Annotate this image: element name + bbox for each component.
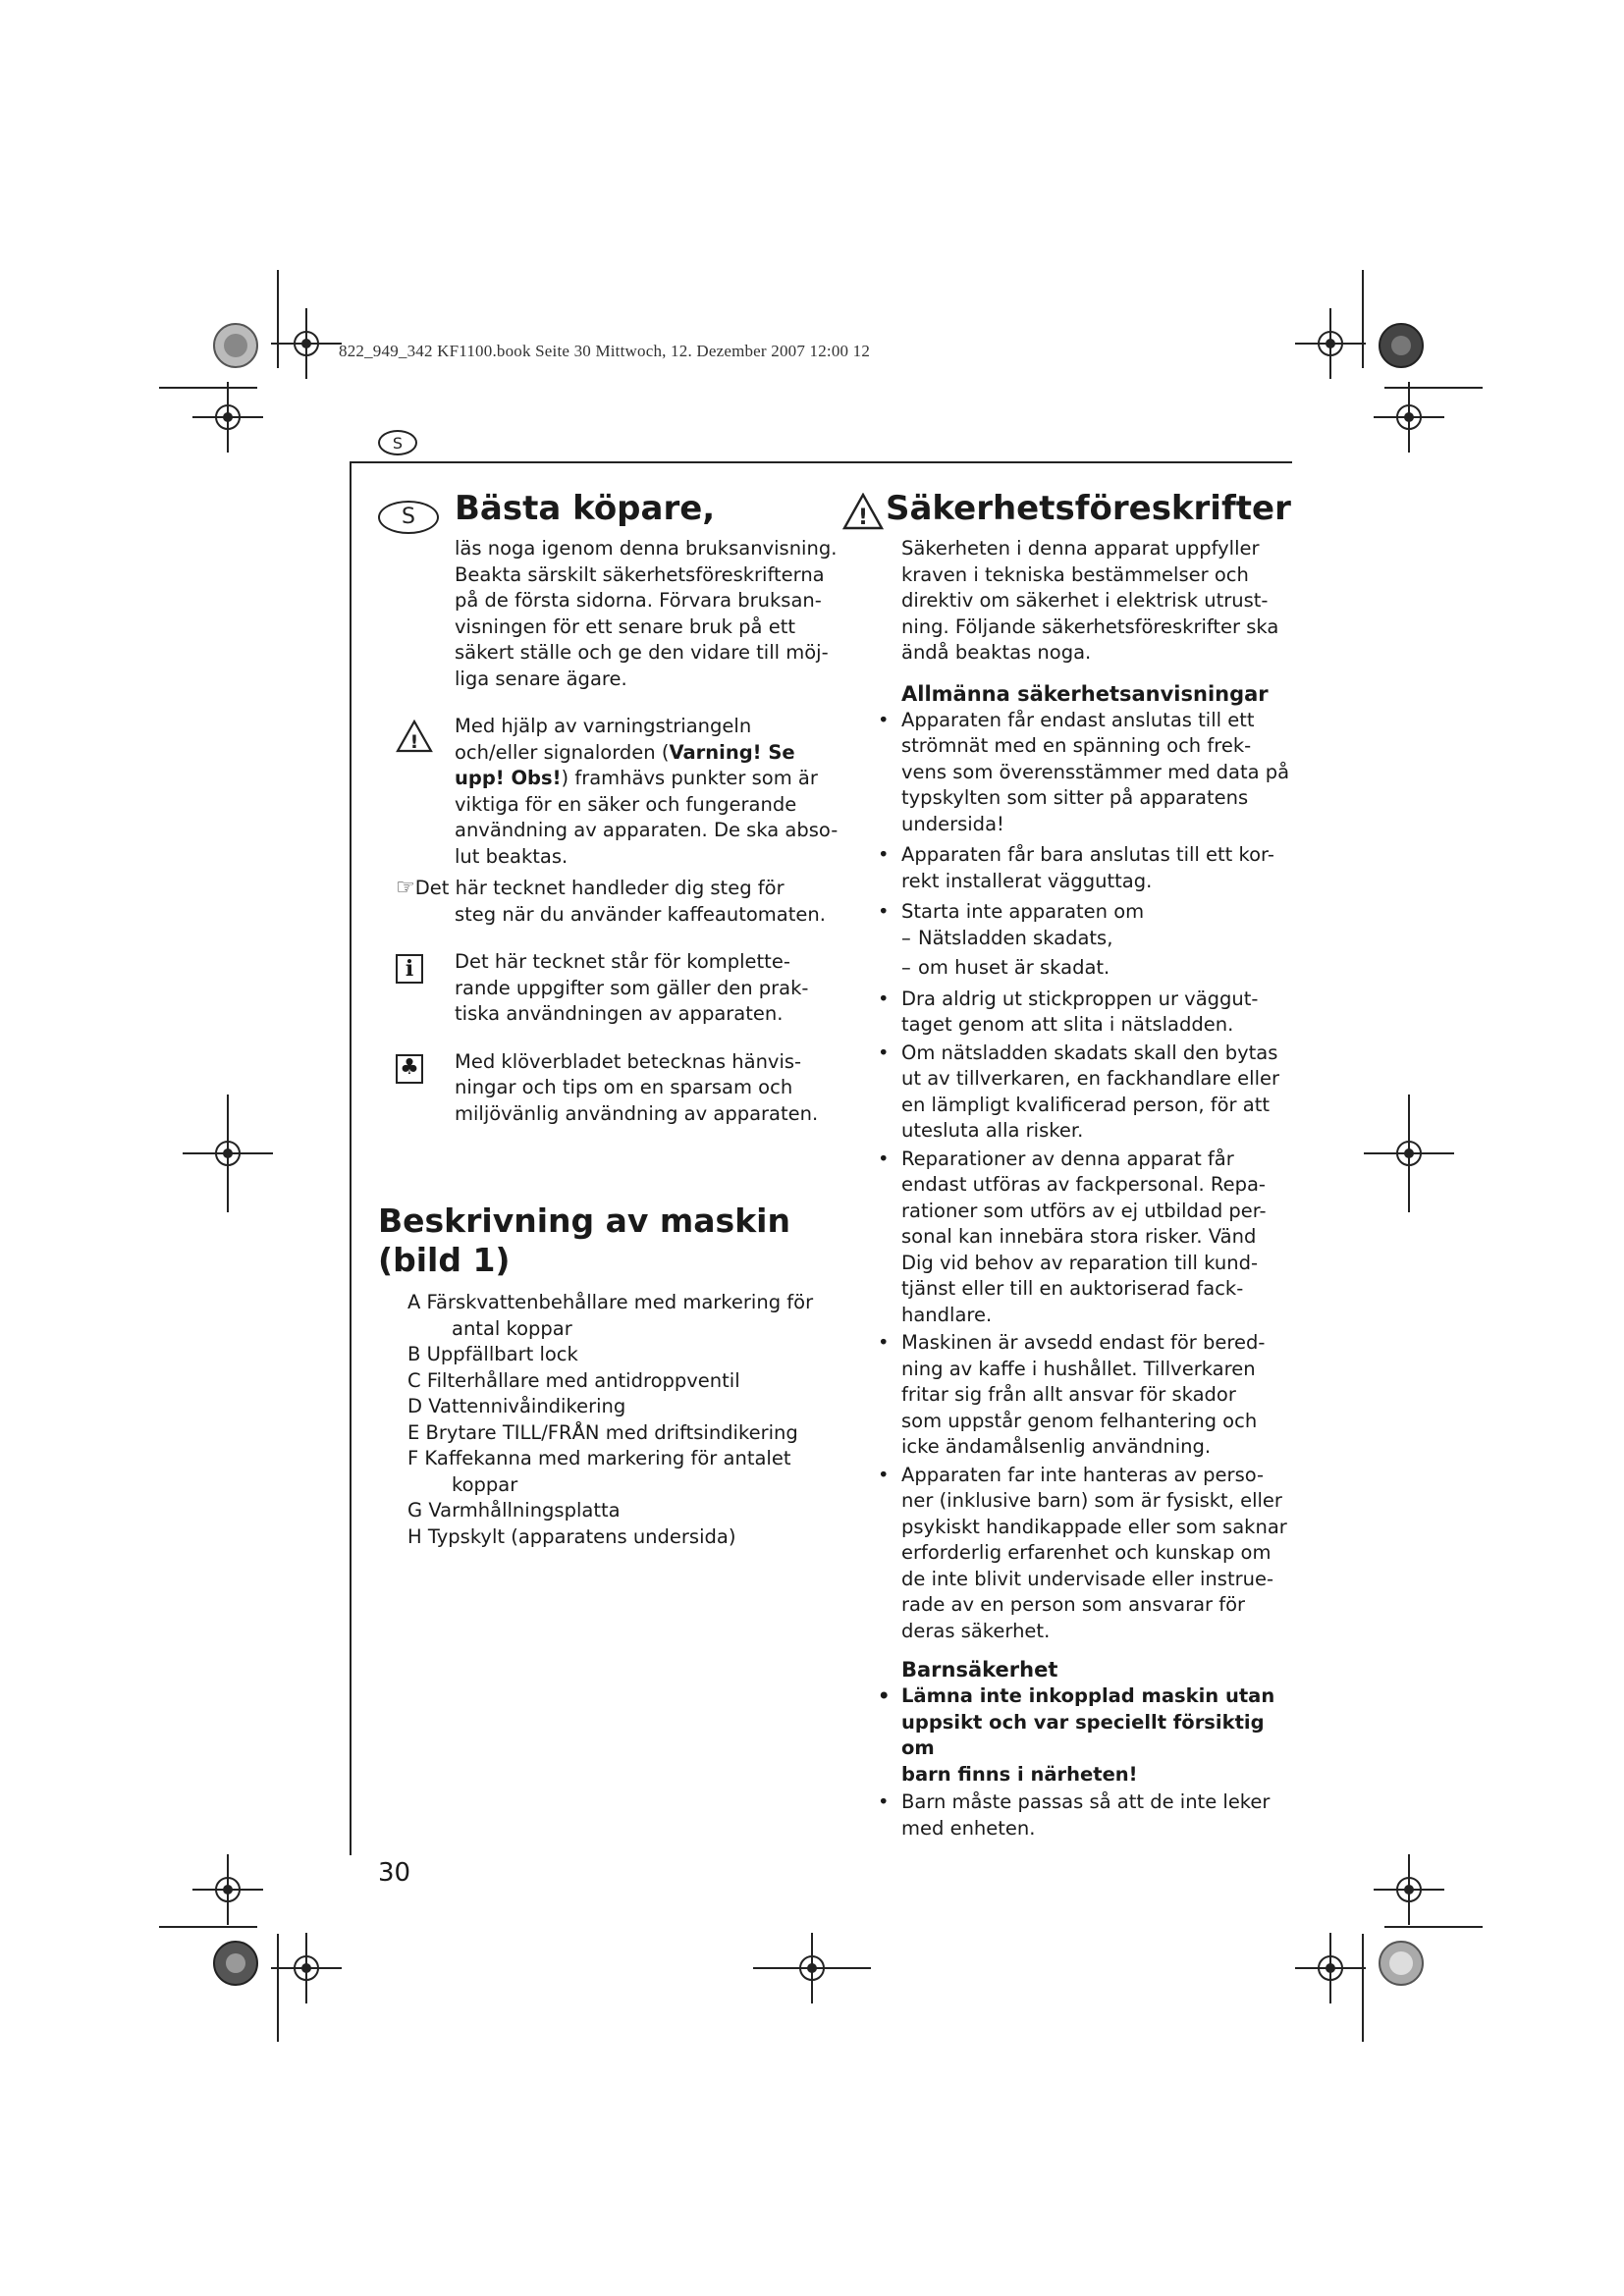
- intro-line: visningen för ett senare bruk på ett: [455, 614, 795, 638]
- description-section: [378, 1201, 839, 1550]
- header-language-code: S: [392, 433, 404, 453]
- list-item: • Starta inte apparaten om: [874, 899, 1304, 926]
- intro-line: liga senare ägare.: [455, 667, 627, 690]
- safety-intro-line: Säkerheten i denna apparat uppfyller: [901, 537, 1260, 560]
- clover-line: ningar och tips om en sparsam och: [455, 1076, 793, 1098]
- legend-item: D Vattennivåindikering: [407, 1395, 626, 1417]
- warning-line: och/eller signalorden (Varning! Se: [455, 740, 795, 764]
- safety-intro: [842, 536, 1304, 667]
- list-item: • Apparaten får endast anslutas till ett strömnät med en spänning och frek- vens som överensstämmer med data på typskylten som sitter på apparatens undersida!: [874, 708, 1304, 838]
- hand-note: [378, 876, 839, 928]
- warning-triangle-icon: [396, 720, 433, 753]
- intro-line: Beakta särskilt säkerhetsföreskrifterna: [455, 562, 825, 586]
- left-column: [378, 489, 839, 1550]
- legend-item: H Typskylt (apparatens undersida): [407, 1524, 736, 1548]
- safety-intro-line: ning. Följande säkerhetsföreskrifter ska: [901, 614, 1279, 638]
- info-icon: i: [396, 954, 423, 984]
- sub-list-item: – Nätsladden skadats,: [874, 926, 1304, 952]
- description-subtitle: (bild 1): [378, 1241, 511, 1279]
- parts-legend: [378, 1290, 839, 1550]
- description-title: Beskrivning av maskin: [378, 1201, 790, 1240]
- intro-line: på de första sidorna. Förvara bruksan-: [455, 589, 822, 612]
- warning-line: Med hjälp av varningstriangeln: [455, 715, 752, 737]
- list-item: • Dra aldrig ut stickproppen ur väggut- taget genom att slita i nätsladden.: [874, 987, 1304, 1039]
- clover-line: miljövänlig användning av apparaten.: [455, 1101, 819, 1125]
- info-line: Det här tecknet står för komplette-: [455, 950, 790, 973]
- general-safety-heading: Allmänna säkerhetsanvisningar: [901, 681, 1269, 706]
- hand-line: ☞Det här tecknet handleder dig steg för: [396, 876, 785, 900]
- safety-heading: [842, 489, 1304, 528]
- legend-item: F Kaffekanna med markering för antalet koppar: [407, 1447, 791, 1496]
- legend-item: B Uppfällbart lock: [407, 1343, 578, 1365]
- clover-line: Med klöverbladet betecknas hänvis-: [455, 1049, 802, 1073]
- header-rule: [350, 461, 1292, 463]
- svg-text:!: !: [857, 506, 869, 530]
- language-code: S: [402, 504, 415, 529]
- list-item: • Reparationer av denna apparat får endast utföras av fackpersonal. Repa- rationer som utförs av ej utbildad per- sonal kan innebära stora risker. Vänd Dig vid behov av reparation till kund- tjänst eller till en auktoriserad fack- handlare.: [874, 1147, 1304, 1329]
- hand-line: steg när du använder kaffeautomaten.: [455, 902, 826, 926]
- margin-rule: [350, 461, 352, 1855]
- page-number: 30: [378, 1858, 411, 1888]
- info-line: rande uppgifter som gäller den prak-: [455, 976, 809, 999]
- info-line: tiska användningen av apparaten.: [455, 1002, 784, 1025]
- child-safety-heading: Barnsäkerhet: [901, 1658, 1058, 1682]
- legend-item: E Brytare TILL/FRÅN med driftsindikering: [407, 1420, 798, 1444]
- warning-line: viktiga för en säker och fungerande: [455, 792, 797, 816]
- info-note: [378, 949, 839, 1028]
- warning-triangle-icon: [842, 493, 884, 530]
- list-item: • Lämna inte inkopplad maskin utan uppsikt och var speciellt försiktig om barn finns i närheten!: [874, 1683, 1304, 1788]
- warning-line: lut beaktas.: [455, 844, 568, 868]
- list-item: • Om nätsladden skadats skall den bytas ut av tillverkaren, en fackhandlare eller en lämpligt kvalificerad person, för att utesluta alla risker.: [874, 1041, 1304, 1145]
- legend-item: A Färskvattenbehållare med markering för antal koppar: [407, 1291, 814, 1340]
- clover-icon: ♣: [396, 1054, 423, 1084]
- sub-list-item: – om huset är skadat.: [874, 955, 1304, 982]
- header-language-badge: [378, 430, 417, 455]
- list-item: • Barn måste passas så att de inte leker med enheten.: [874, 1789, 1304, 1842]
- svg-text:!: !: [409, 731, 419, 753]
- safety-intro-line: ändå beaktas noga.: [901, 641, 1092, 664]
- warning-line: användning av apparaten. De ska abso-: [455, 819, 839, 841]
- language-badge: [378, 501, 439, 534]
- list-item: • Maskinen är avsedd endast för bered- ning av kaffe i hushållet. Tillverkaren fritar sig från allt ansvar för skador som uppstår genom felhantering och icke ändamålsenlig användning.: [874, 1330, 1304, 1461]
- print-slug: 822_949_342 KF1100.book Seite 30 Mittwoch, 12. Dezember 2007 12:00 12: [339, 342, 871, 360]
- legend-item: C Filterhållare med antidroppventil: [407, 1368, 740, 1392]
- safety-title: Säkerhetsföreskrifter: [886, 489, 1291, 528]
- intro-line: säkert ställe och ge den vidare till möj-: [455, 641, 829, 664]
- greeting-title: Bästa köpare,: [455, 489, 716, 528]
- pointing-hand-icon: ☞: [396, 876, 415, 900]
- warning-line: upp! Obs!) framhävs punkter som är: [455, 767, 818, 789]
- intro-line: läs noga igenom denna bruksanvisning.: [455, 537, 838, 560]
- intro-text: [378, 536, 839, 692]
- list-item: • Apparaten far inte hanteras av perso- ner (inklusive barn) som är fysiskt, eller psykiskt handikappade eller som saknar erforderlig erfarenhet och kunskap om de inte blivit undervisade eller instrue- rade av en person som ansvarar för deras säkerhet.: [874, 1463, 1304, 1645]
- right-column: [842, 489, 1304, 1842]
- list-item: • Apparaten får bara anslutas till ett kor- rekt installerat vägguttag.: [874, 842, 1304, 894]
- safety-intro-line: direktiv om säkerhet i elektrisk utrust-: [901, 589, 1269, 612]
- legend-item: G Varmhållningsplatta: [407, 1499, 621, 1522]
- clover-note: [378, 1049, 839, 1128]
- warning-note: [378, 714, 839, 870]
- safety-intro-line: kraven i tekniska bestämmelser och: [901, 562, 1249, 586]
- child-safety-list: [842, 1683, 1304, 1842]
- greeting-heading: [378, 489, 839, 528]
- general-safety-list: [842, 708, 1304, 1645]
